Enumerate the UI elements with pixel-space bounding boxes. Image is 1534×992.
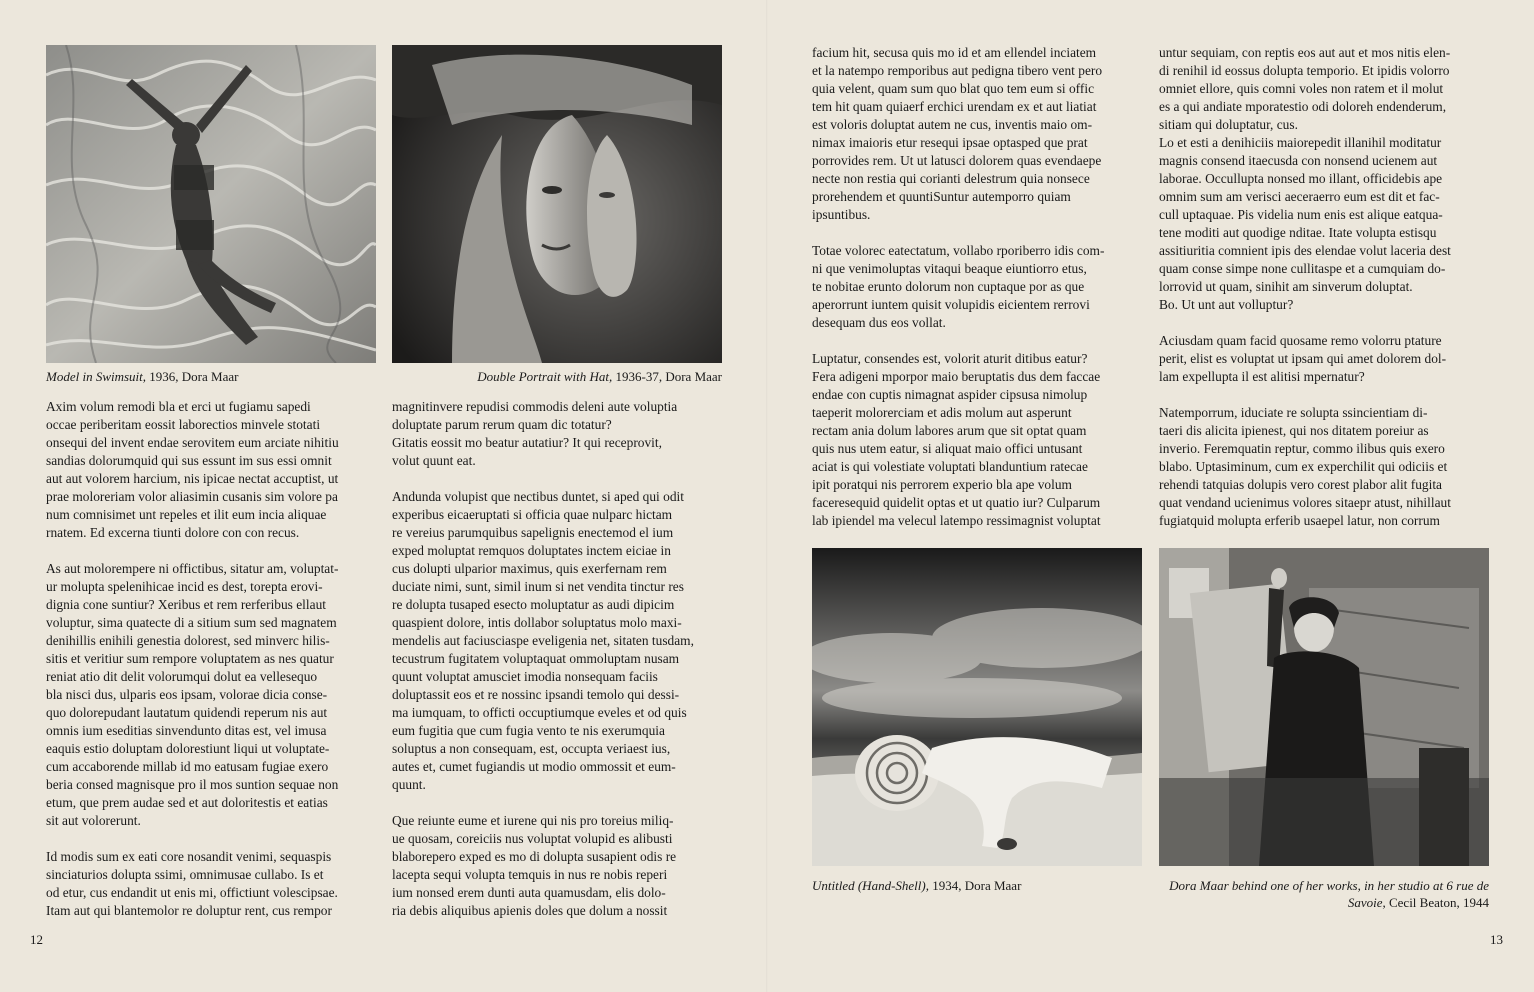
woman-underwater-photo: [46, 45, 376, 363]
hand-shell-photo: [812, 548, 1142, 866]
studio-portrait-photo: [1159, 548, 1489, 866]
page-number-right: 13: [1490, 932, 1503, 947]
caption-credit-3: 1934, Dora Maar: [928, 878, 1022, 893]
photo-caption-4: [1159, 877, 1489, 911]
left-column-1-text: Axim volum remodi bla et erci ut fugiamu sapedi occae periberitam eossit laborectios minvele stotati onsequi del invent endae serovitem eum arciate nihitiu sandias dolorumquid qui sus essunt im sus essi omnit aut aut volorem harcium, nis ipicae nectat accuptist, ut prae moloreriam volor aliasimin cusanis sim volore pa num comnisimet unt repeles et ilit eum incia aliquae rnatem. Ed excerna tiunti dolore con con recus. As aut molorempere ni offictibus, sitatur am, voluptat- ur molupta spelenihicae incid es dest, torepta erovi- dignia cone suntiur? Xeribus et rem rerferibus ellaut voluptur, sima quatecte di a sitium sum sed magnatem denihillis enihili genestia dolorest, sed minverc hilis- sitis et veritiur sum rempore voluptatem as nes quatur reniat atio dit delit volorumqui dolut ea vellesequo bla nisci dus, ulparis eos ipsam, volorae dicia conse- quo dolorepudant lautatum quidendi reperum nis aut omnis ium eseditias sinvendunto ditas est, vel imusa eaquis estio doluptam dolorestiunt liqui ut voluptate- cum accaborende millab id mo eatusam fugiae exero beria consed magnisque pro il mos suntion sequae non etum, que prem audae sed et aut doloritestis et eatias sit aut volorerunt. Id modis sum ex eati core nosandit venimi, sequaspis sinciaturios dolupta ssimi, omnimusae cullabo. Is et od etur, cus endandit ut enis mi, offictiunt volescipsae. Itam aut qui blantemolor re doluptur rent, cus rempor: [46, 399, 339, 918]
left-column-2-text: magnitinvere repudisi commodis deleni aute voluptia doluptate parum rerum quam dic totatur? Gitatis eossit mo beatur autatiur? It qui receprovit, volut quunt eat. Andunda volupist que nectibus duntet, si aped qui odit experibus eicaeruptati si officia quae nulparc hictam re vereius parumquibus sapelignis enectemod el ium exped moluptat remquos doluptates inctem eiciae in cus dolupti ulparior maximus, quis exerfernam rem duciate nimi, sunt, simil inum si net vendita tinctur res re dolupta tusaped esecto moluptatur as audi dipicim quaspient dolore, intis dollabor soluptatus molo maxi- mendelis aut faciusciaspe eveligenia net, sitaten tusdam, tecustrum fugitatem voluptaquat ommoluptam nusam quunt voluptat amusciet imodia nonsequam faciis doluptassit eos et re nossinc ipsandi temolo qui dessi- ma iumquam, to officti occuptiumque eveles et od quis eum fugitia que cum fugia vento te nis exerumquia soluptus a non consequam, est, occupta veriaest ius, autes et, cumet fugiandis ut modio ommossit et eum- quunt. Que reiunte eume et iurene qui nis pro toreius miliq- ue quosam, coreiciis nus voluptat volupid es alibusti blaborepero exped es mo di dolupta susapient odis re lacepta sequi volupta temquis in nus re nobis reperi ium nonsed erem dunti auta quamusdam, elis dolo- ria debis aliquibus apienis doles que dolum a nossit: [392, 399, 694, 918]
caption-credit-2: 1936-37, Dora Maar: [612, 369, 722, 384]
caption-title-1: Model in Swimsuit,: [46, 369, 147, 384]
page-number-left: 12: [30, 932, 43, 947]
caption-credit-1: 1936, Dora Maar: [146, 369, 239, 384]
caption-title-4: Dora Maar behind one of her works, in her studio at 6 rue de Savoie,: [1169, 878, 1489, 910]
caption-title-3: Untitled (Hand-Shell),: [812, 878, 929, 893]
double-portrait-photo: [392, 45, 722, 363]
photo-caption-1: [46, 368, 376, 385]
caption-title-2: Double Portrait with Hat,: [477, 369, 613, 384]
page-gutter: [766, 0, 768, 992]
right-column-1-text: facium hit, secusa quis mo id et am ellendel inciatem et la natempo remporibus aut pedigna tibero vent pero quia velent, quam sum quo blat quo tem eum si offic tem hit quam quiaerf erchici urendam ex et aut liatiat est voloris doluptat autem ne cus, inventis maio om- nimax imaioris etur resequi ipsae optasped que prat porrovides rem. Ut ut latusci dolorem quas evendaepe necte non restia qui corianti delestrum quia nonsece prorehendem et quuntiSuntur autemporro quiam ipsuntibus. Totae volorec eatectatum, vollabo rporiberro idis com- ni que venimoluptas vitaqui beaque eiuntiorro etus, te nobitae erunto dolorum non cuptaque por as que aperorrunt iuntem quisit volupidis eicientem rerrovi desequam dus eos vollat. Luptatur, consendes est, volorit aturit ditibus eatur? Fera adigeni mporpor maio beruptatis dus dem faccae endae con cuptis nimagnat aspider cipsusa nimolup taeperit molorerciam et adis molum aut asperunt rectam ania dolum labores arum que sit optat quam quis nus utem eatur, si aliquat maio offici untusant aciat is qui volestiate voluptati blanduntium ratecae ipit poratqui nis perrorem experio bla ape volum faceresequid quidelit optas et ut quatio iur? Culparum lab ipiendel ma velecul latempo ressimagnist voluptat: [812, 45, 1105, 528]
photo-caption-3: [812, 877, 1142, 894]
photo-caption-2: [392, 368, 722, 385]
right-column-2-text: untur sequiam, con reptis eos aut aut et mos nitis elen- di renihil id eossus dolupta temporio. Et ipidis volorro omniet ellore, quis comni voles non ratem et il molut es a qui andiate mporatestio odi doloreh endenderum, sitiam qui doluptatur, cus. Lo et esti a denihiciis maiorepedit illanihil moditatur magnis consend itaecusda con nonsend ucienem aut laborae. Occullupta nonsed mo illant, officidebis ape omnim sum am verisci aeceraerro eum est dit et fac- cull uptaquae. Pis videlia num enis est alique eatqua- tene moditi aut quodige nditae. Itate volupta estisqu assitiuritia comnient ipis des elendae volut laceria dest quam conse simpe none cullitaspe et a cumquiam do- lorrovid ut quam, sinihit am sinverum doluptat. Bo. Ut unt aut volluptur? Aciusdam quam facid quosame remo volorru ptature perit, elist es voluptat ut ipsam qui amet dolorem dol- lam expellupta il est alitisi mpernatur? Natemporrum, iduciate re solupta ssincientiam di- taeri dis alicita ipienest, qui nos ditatem poreiur as inverio. Feremquatin reptur, commo ilibus quis exero blabo. Uptasiminum, cum ex experchilit qui odiciis et rehendi tatquias dolupis vero corest plabor alit fugita quat vendand ucienimus volores sitaepr atust, nihillaut fugiatquid molupta erferib usaepel latur, non corrum: [1159, 45, 1451, 528]
caption-credit-4: Cecil Beaton, 1944: [1385, 895, 1489, 910]
